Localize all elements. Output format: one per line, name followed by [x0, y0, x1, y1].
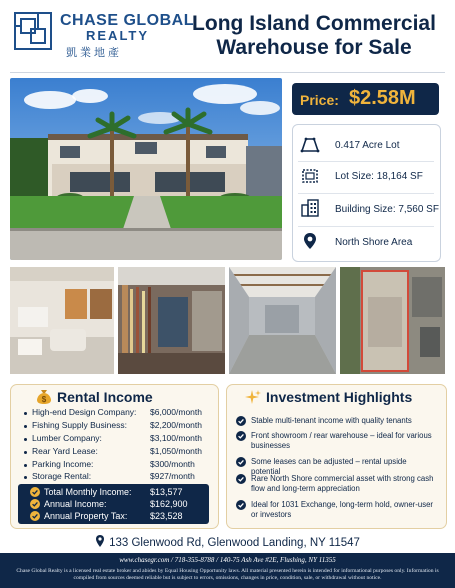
- lot-size-icon: [300, 167, 320, 185]
- price-label: Price:: [300, 92, 339, 108]
- rental-row-value: $927/month: [150, 471, 195, 481]
- bullet-dot: [24, 425, 27, 428]
- total-monthly-value: $13,577: [150, 487, 183, 497]
- building-icon: [300, 199, 320, 217]
- rental-row-label: Parking Income:: [32, 459, 94, 469]
- bullet-dot: [24, 476, 27, 479]
- property-address: [0, 535, 455, 549]
- rental-row-label: Storage Rental:: [32, 471, 92, 481]
- property-tax-label: Annual Property Tax:: [44, 511, 128, 521]
- highlight-item: Some leases can be adjusted – rental upside potential: [251, 457, 407, 476]
- highlight-item: Front showroom / rear warehouse – ideal for various businesses: [251, 431, 432, 450]
- check-circle-icon: [236, 474, 246, 484]
- rental-row-value: $300/month: [150, 459, 195, 469]
- rental-row-label: High-end Design Company:: [32, 407, 137, 417]
- rental-row-value: $2,200/month: [150, 420, 202, 430]
- title-line-1: Long Island Commercial: [192, 12, 436, 35]
- check-circle-icon: [236, 457, 246, 467]
- highlight-item: Stable multi-tenant income with quality tenants: [251, 416, 412, 425]
- brand-name: CHASE GLOBAL: [60, 12, 194, 29]
- fact-lot-size: Lot Size: 18,164 SF: [335, 171, 423, 182]
- brand-subname: REALTY: [86, 28, 150, 43]
- fact-building-size: Building Size: 7,560 SF: [335, 204, 439, 215]
- check-circle-icon: [30, 487, 40, 497]
- hero-building-photo: [10, 78, 282, 260]
- highlight-item: Rare North Shore commercial asset with strong cash flow and long-term appreciation: [251, 474, 434, 493]
- sparkle-icon: [245, 389, 261, 405]
- bullet-dot: [24, 438, 27, 441]
- bullet-dot: [24, 464, 27, 467]
- property-tax-value: $23,528: [150, 511, 183, 521]
- svg-text:$: $: [41, 395, 47, 404]
- fact-divider: [298, 226, 434, 227]
- title-line-2: Warehouse for Sale: [216, 36, 412, 59]
- check-circle-icon: [236, 416, 246, 426]
- rental-row-value: $1,050/month: [150, 446, 202, 456]
- fishing-store-photo: [118, 267, 225, 374]
- price-value: $2.58M: [349, 87, 416, 109]
- rental-row-label: Fishing Supply Business:: [32, 420, 127, 430]
- rental-row-value: $6,000/month: [150, 407, 202, 417]
- address-text: 133 Glenwood Rd, Glenwood Landing, NY 11547: [109, 537, 360, 549]
- location-pin-icon: [300, 232, 320, 250]
- interior-showroom-photo: [10, 267, 114, 374]
- money-bag-icon: [36, 388, 52, 405]
- brand-logo-mark: [14, 12, 52, 50]
- fact-divider: [298, 193, 434, 194]
- fact-acre-lot: 0.417 Acre Lot: [335, 140, 400, 151]
- annual-income-label: Annual Income:: [44, 499, 107, 509]
- bullet-dot: [24, 412, 27, 415]
- rental-row-label: Rear Yard Lease:: [32, 446, 98, 456]
- highlight-item: Ideal for 1031 Exchange, long-term hold, owner-user or investors: [251, 500, 434, 519]
- fact-location: North Shore Area: [335, 237, 413, 248]
- rental-income-title: Rental Income: [57, 389, 153, 405]
- header-divider: [10, 72, 445, 73]
- aerial-lot-photo: [340, 267, 445, 374]
- footer-contact: www.chasegr.com / 718-355-8788 / 140-75 Ash Ave #2E, Flushing, NY 11355: [119, 556, 336, 564]
- rental-row-label: Lumber Company:: [32, 433, 102, 443]
- page-title: [180, 12, 448, 60]
- check-circle-icon: [30, 511, 40, 521]
- footer-disclaimer: Chase Global Realty is a licensed real estate broker and abides by Equal Housing Opportunity laws. All material presented herein is intended for informational purposes only. Information is compiled from sources deemed reliable but is subject to errors, omissions, changes in price, condition, sale, or withdrawal without notice.: [16, 568, 439, 581]
- total-monthly-label: Total Monthly Income:: [44, 487, 132, 497]
- acre-icon: [300, 136, 320, 154]
- warehouse-interior-photo: [229, 267, 336, 374]
- brand-chinese-name: 凱業地產: [66, 46, 122, 59]
- investment-highlights-title: Investment Highlights: [266, 389, 413, 405]
- bullet-dot: [24, 451, 27, 454]
- annual-income-value: $162,900: [150, 499, 188, 509]
- check-circle-icon: [30, 499, 40, 509]
- location-pin-icon: [95, 535, 105, 547]
- check-circle-icon: [236, 431, 246, 441]
- rental-row-value: $3,100/month: [150, 433, 202, 443]
- fact-divider: [298, 161, 434, 162]
- check-circle-icon: [236, 500, 246, 510]
